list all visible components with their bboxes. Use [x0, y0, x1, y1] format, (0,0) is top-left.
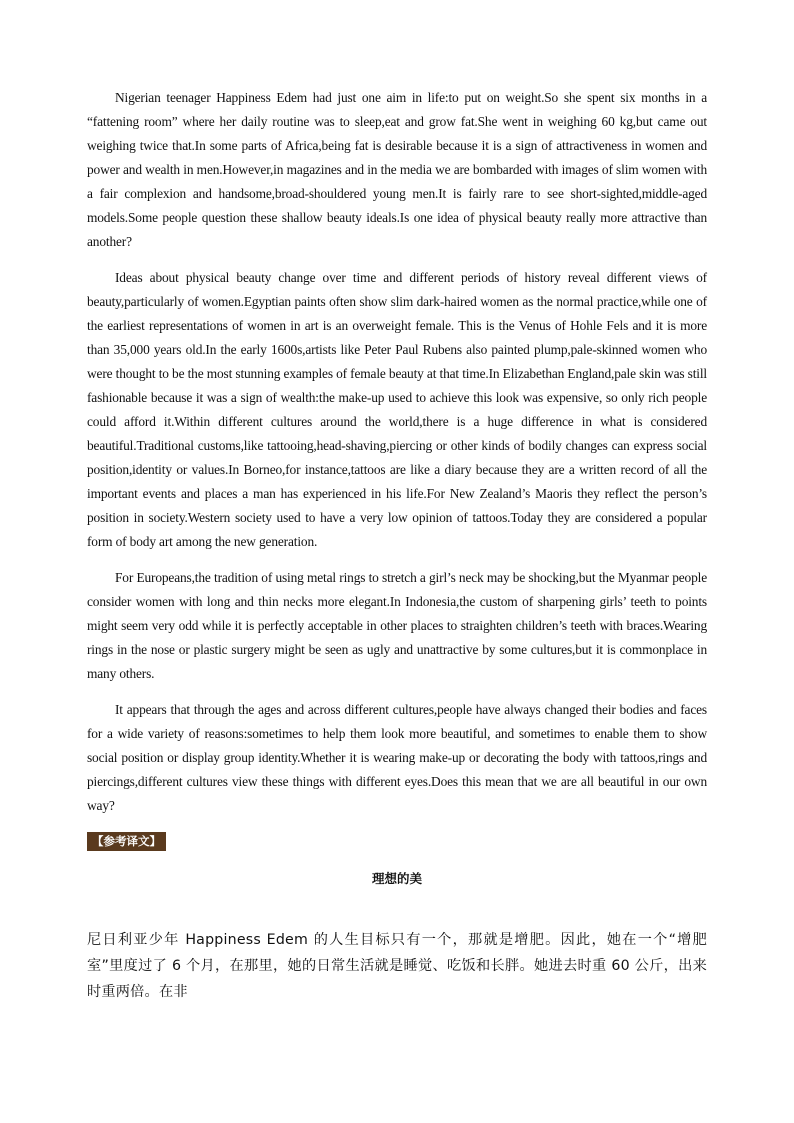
article-paragraph-3: For Europeans,the tradition of using metal rings to stretch a girl’s neck may be shocking,but the Myanmar people consider women with long and thin necks more elegant.In Indonesia,the custom of sharpening girls’ teeth to points might seem very odd while it is perfectly acceptable in other places to straighten children’s teeth with braces.Wearing rings in the nose or plastic surgery might be seen as ugly and unattractive by some cultures,but it is commonplace in many others.: [87, 570, 707, 681]
article-paragraph-2: Ideas about physical beauty change over time and different periods of history reveal different views of beauty,particularly of women.Egyptian paints often show slim dark-haired women as the normal practice,while one of the earliest representations of women in art is an overweight female. This is the Venus of Hohle Fels and it is more than 35,000 years old.In the early 1600s,artists like Peter Paul Rubens also painted plump,pale-skinned women who were thought to be the most stunning examples of female beauty at that time.In Elizabethan England,pale skin was still fashionable because it was a sign of wealth:the make-up used to achieve this look was expensive, so only rich people could afford it.Within different cultures around the world,there is a huge difference in what is considered beautiful.Traditional customs,like tattooing,head-shaving,piercing or other kinds of bodily changes can express social position,identity or values.In Borneo,for instance,tattoos are like a diary because they are a written record of all the important events and places a man has experienced in his life.For New Zealand’s Maoris they reflect the person’s position in society.Western society used to have a very low opinion of tattoos.Today they are considered a popular form of body art among the new generation.: [87, 270, 707, 549]
document-page: [87, 86, 707, 1005]
translation-title: 理想的美: [371, 871, 422, 886]
article-paragraph-4: It appears that through the ages and across different cultures,people have always changed their bodies and faces for a wide variety of reasons:sometimes to help them look more beautiful, and sometimes to enable them to show social position or display group identity.Whether it is wearing make-up or decorating the body with tattoos,rings and piercings,different cultures view these things with different eyes.Does this mean that we are all beautiful in our own way?: [87, 702, 707, 813]
reference-label-row: [87, 830, 707, 851]
reference-translation-label: 【参考译文】: [87, 832, 166, 851]
translation-paragraph-1: 尼日利亚少年 Happiness Edem 的人生目标只有一个，那就是增肥。因此，她在一个“增肥室”里度过了 6 个月，在那里，她的日常生活就是睡觉、吃饭和长胖。她进去时重 60 公斤，出来时重两倍。在非: [87, 932, 707, 1000]
article-paragraph-1: Nigerian teenager Happiness Edem had just one aim in life:to put on weight.So she spent six months in a “fattening room” where her daily routine was to sleep,eat and grow fat.She went in weighing 60 kg,but came out weighing twice that.In some parts of Africa,being fat is desirable because it is a sign of attractiveness in women and power and wealth in men.However,in magazines and in the media we are bombarded with images of slim women with a fair complexion and handsome,broad-shouldered young men.It is fairly rare to see short-sighted,middle-aged models.Some people question these shallow beauty ideals.Is one idea of physical beauty really more attractive than another?: [87, 90, 707, 249]
